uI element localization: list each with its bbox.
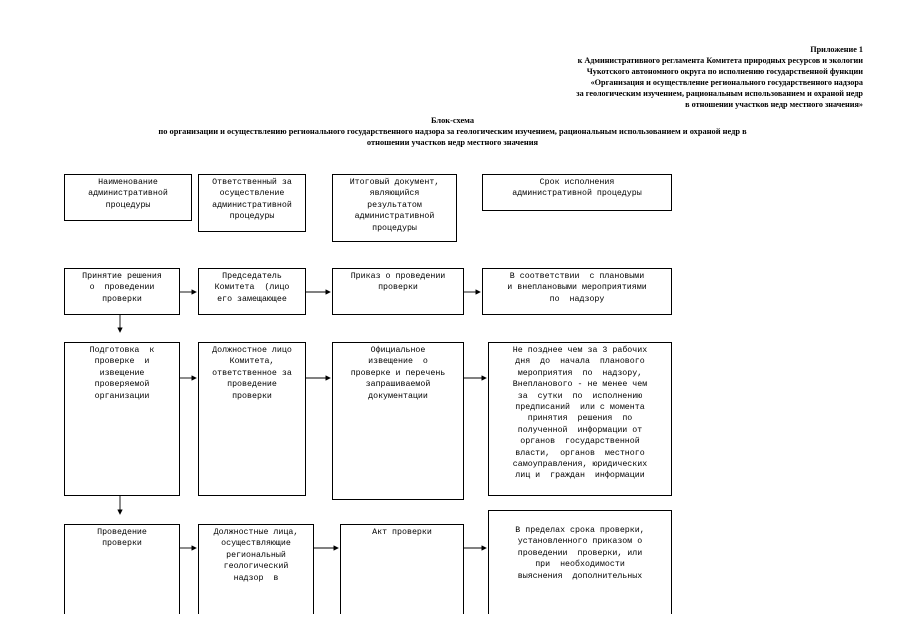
header-responsible-box: Ответственный за осуществление административной процедуры [198,174,306,232]
document-notice-box: Официальное извещение о проверке и перечень запрашиваемой документации [332,342,464,500]
appendix-line: Приложение 1 [810,45,863,54]
step-inspection-box: Проведение проверки [64,524,180,614]
responsible-inspectors-box: Должностные лица, осуществляющие региональный геологический надзор в [198,524,314,614]
step-preparation-box: Подготовка к проверке и извещение проверяемой организации [64,342,180,496]
appendix-line: «Организация и осуществление регионального государственного надзора [590,78,863,87]
deadline-inspection-box: В пределах срока проверки, установленного приказом о проведении проверки, или при необходимости выяснения дополнительных [488,510,672,614]
header-procedure-name-box: Наименование административной процедуры [64,174,192,221]
document-act-box: Акт проверки [340,524,464,614]
deadline-notice-box: Не позднее чем за 3 рабочих дня до начала планового мероприятия по надзору, Внепланового - не менее чем за сутки по исполнению предписаний или с момента принятия решения по полученной информации от органов государственной власти, органов местного самоуправления, юридических лиц и граждан информации [488,342,672,496]
step-decision-box: Принятие решения о проведении проверки [64,268,180,315]
appendix-line: за геологическим изучением, рациональным использованием и охраной недр [576,89,863,98]
appendix-line: к Административного регламента Комитета природных ресурсов и экологии [577,56,863,65]
title-line: отношении участков недр местного значения [366,138,539,147]
responsible-chairman-box: Председатель Комитета (лицо его замещающее [198,268,306,315]
responsible-officer-box: Должностное лицо Комитета, ответственное за проведение проверки [198,342,306,496]
header-result-document-box: Итоговый документ, являющийся результатом административной процедуры [332,174,457,242]
appendix-line: Чукотского автономного округа по исполнению государственной функции [586,67,863,76]
title-line: по организации и осуществлению регионального государственного надзора за геологическим изучением, рациональным использованием и охраной недр в [158,127,747,136]
deadline-planned-box: В соответствии с плановыми и внеплановыми мероприятиями по надзору [482,268,672,315]
appendix-line: в отношении участков недр местного значения» [685,100,863,109]
header-deadline-box: Срок исполнения административной процедуры [482,174,672,211]
document-order-box: Приказ о проведении проверки [332,268,464,315]
title-heading: Блок-схема [430,116,475,125]
